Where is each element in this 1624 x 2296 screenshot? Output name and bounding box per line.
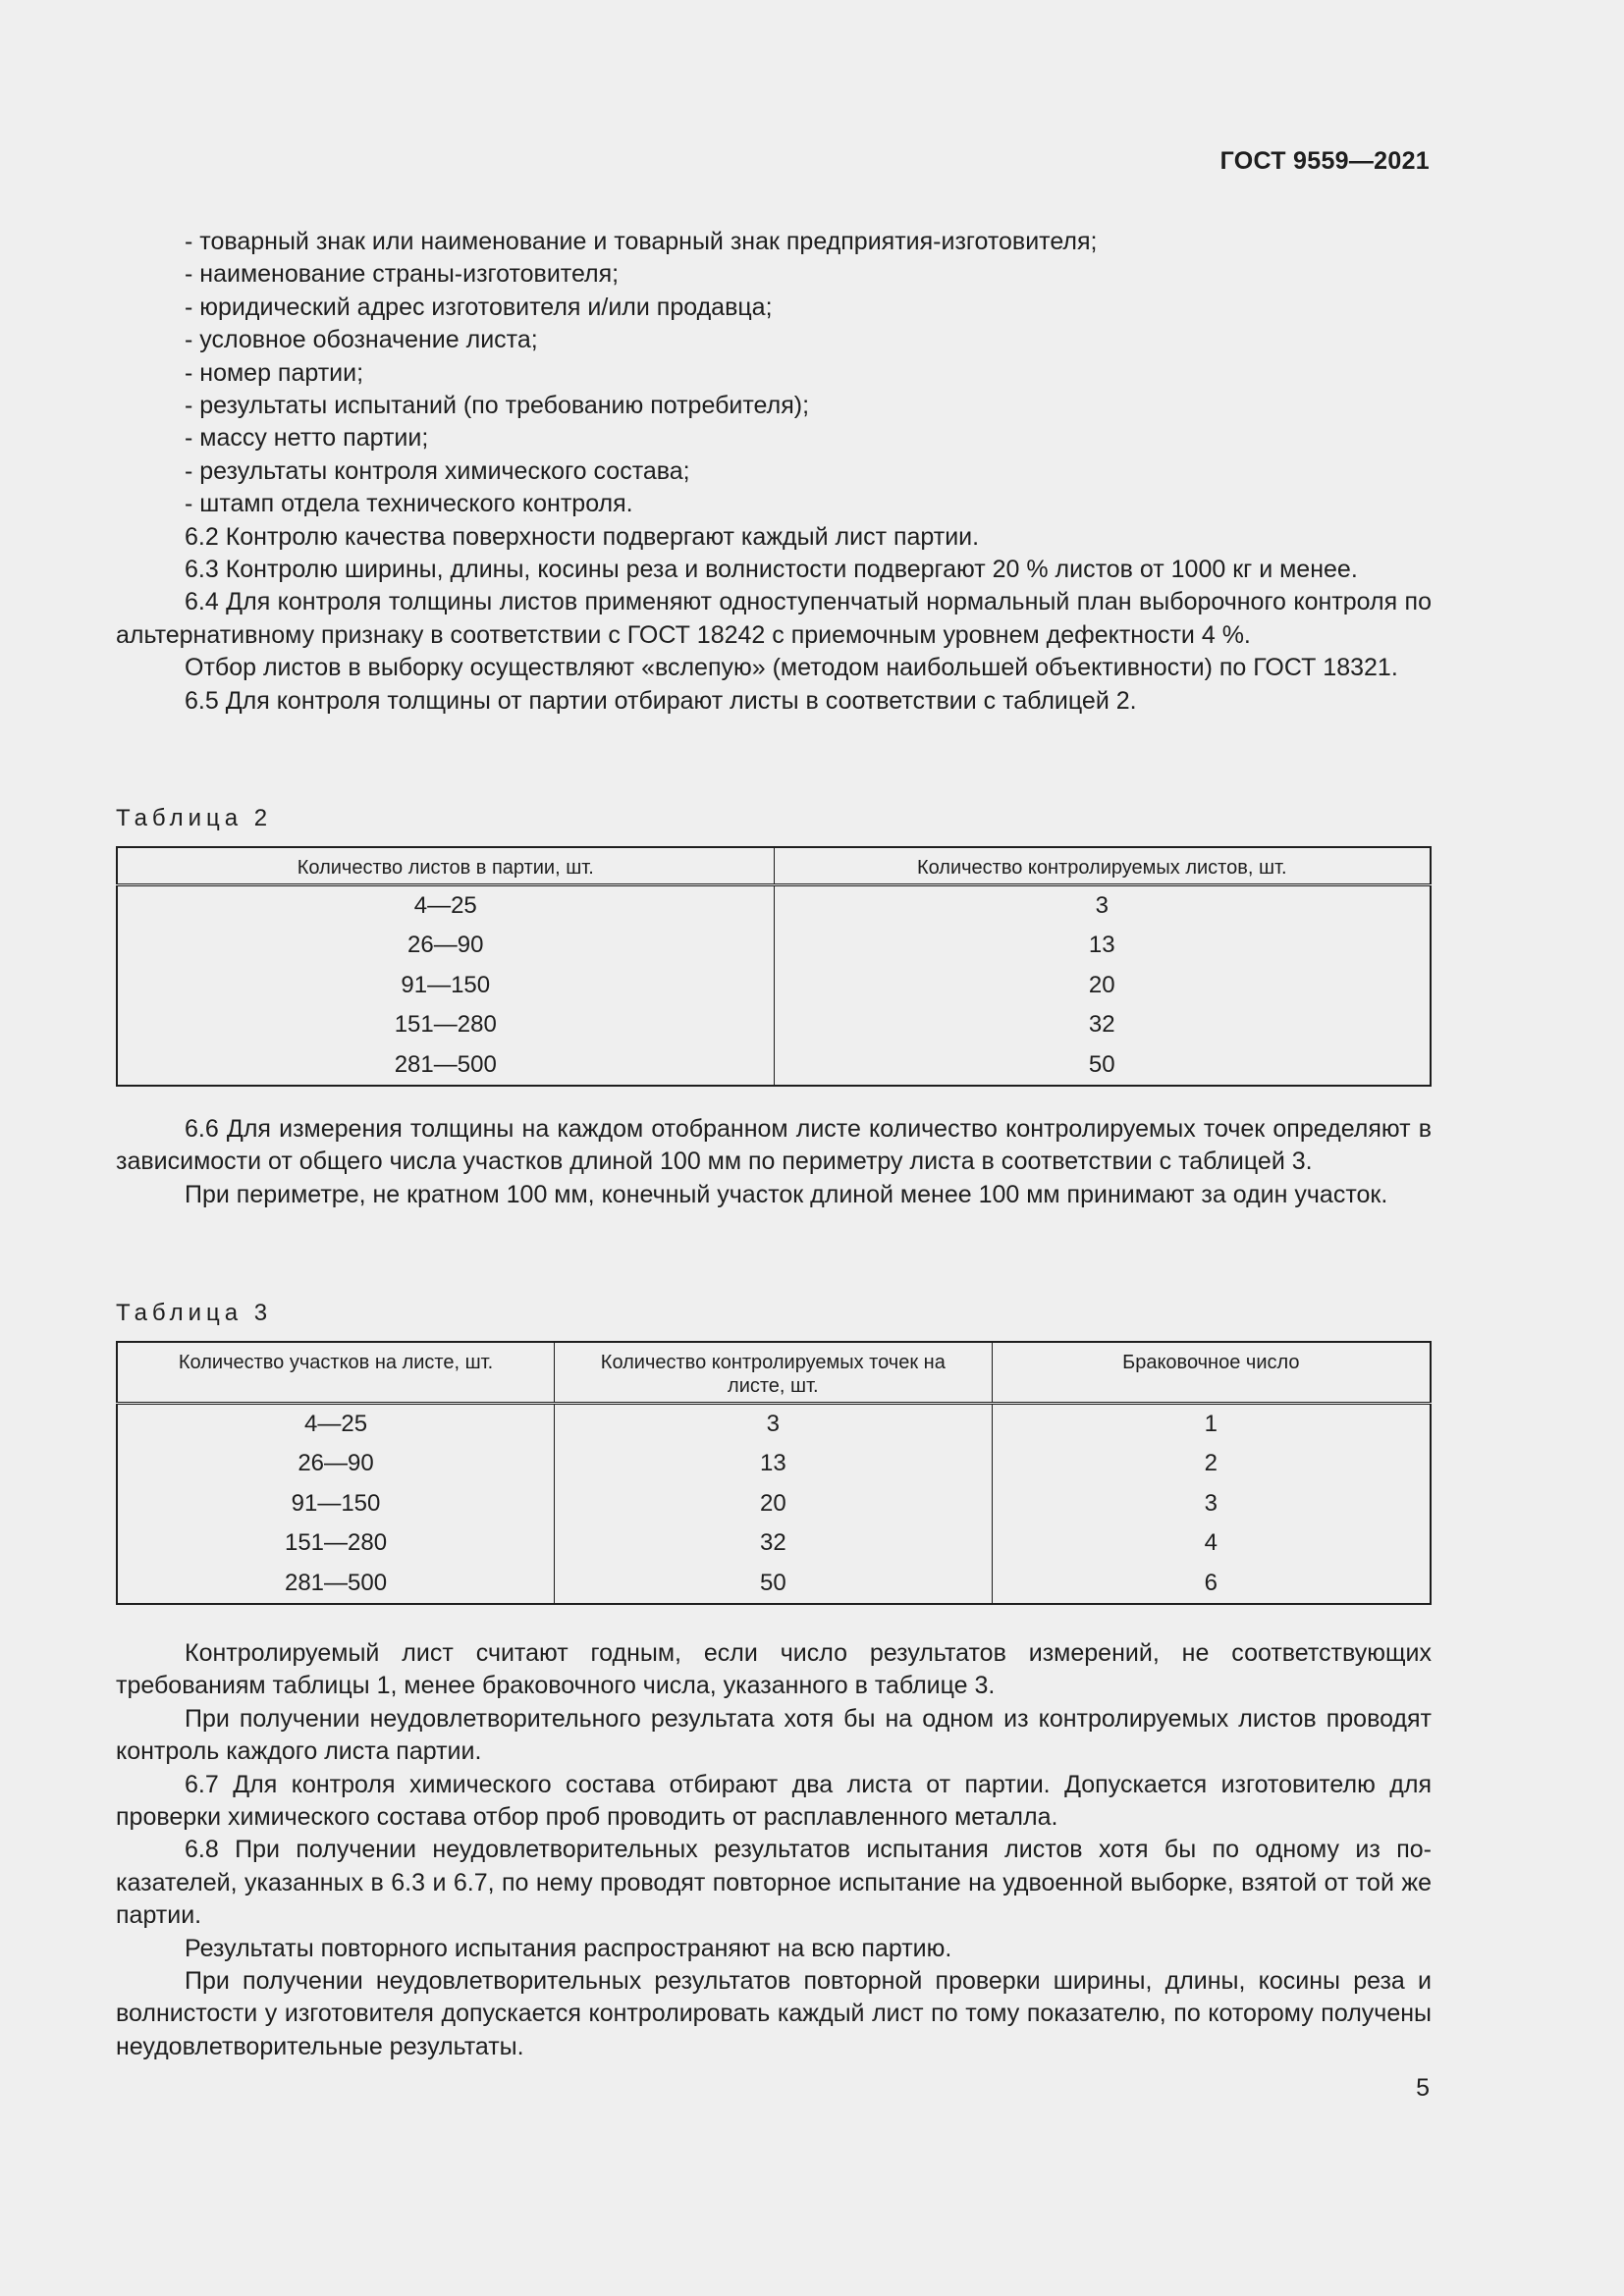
paragraph: 6.8 При получении неудовлетворительных результатов испытания листов хотя бы по одному из показателей, указанных в 6.3 и 6.7, по нему проводят повторное испытание на удвоенной выборке, взятой от той же партии. [116, 1836, 1432, 1930]
table3-caption: Таблица 3 [116, 1300, 273, 1326]
section-6-7-6-8 [116, 1637, 1432, 2063]
table-cell: 91—150 [117, 966, 774, 1006]
table-header-cell: Количество контролируемых точек на листе, шт. [555, 1342, 993, 1403]
list-item: - номер партии; [185, 358, 364, 387]
table-cell: 50 [555, 1564, 993, 1605]
table-row [117, 1403, 1431, 1444]
table-cell: 2 [992, 1444, 1431, 1484]
list-item: - наименование страны-изготовителя; [185, 260, 620, 289]
table-cell: 6 [992, 1564, 1431, 1605]
table-cell: 91—150 [117, 1484, 555, 1524]
paragraph: При получении неудовлетворительного результата хотя бы на одном из контролируемых листов проводят контроль каждого листа партии. [116, 1704, 1432, 1766]
table-cell: 32 [774, 1005, 1431, 1045]
table-row [117, 966, 1431, 1006]
paragraph: Контролируемый лист считают годным, если число результатов измерений, не соответствующих требованиям таблицы 1, менее браковочного числа, указанного в таблице 3. [116, 1639, 1432, 1700]
document-id: ГОСТ 9559—2021 [1219, 147, 1430, 175]
paragraph: 6.7 Для контроля химического состава отбирают два листа от партии. Допускается изготовителю для проверки химического состава отбор проб проводить от расплавленного металла. [116, 1770, 1432, 1832]
table-cell: 26—90 [117, 926, 774, 966]
table-row [117, 1005, 1431, 1045]
table-header-cell: Количество контролируемых листов, шт. [774, 847, 1431, 884]
list-item: - результаты испытаний (по требованию потребителя); [185, 392, 810, 420]
table-row [117, 1045, 1431, 1087]
table-cell: 281—500 [117, 1045, 774, 1087]
table2 [116, 846, 1432, 1087]
table-cell: 281—500 [117, 1564, 555, 1605]
table-cell: 151—280 [117, 1005, 774, 1045]
paragraph: 6.3 Контролю ширины, длины, косины реза и волнистости подвергают 20 % листов от 1000 кг и менее. [185, 556, 1358, 584]
list-item: - товарный знак или наименование и товарный знак предприятия-изготовителя; [185, 228, 1098, 255]
paragraph: Отбор листов в выборку осуществляют «вслепую» (методом наибольшей объективности) по ГОСТ 18321. [185, 654, 1398, 682]
table-row [117, 1444, 1431, 1484]
list-item: - штамп отдела технического контроля. [185, 490, 633, 518]
paragraph: При периметре, не кратном 100 мм, конечный участок длиной менее 100 мм принимают за один участок. [185, 1180, 1388, 1208]
table-cell: 32 [555, 1523, 993, 1564]
paragraph: При получении неудовлетворительных результатов повторной проверки ширины, длины, косины реза и волнистости у изготовителя допускается контролировать каждый лист по тому показателю, по которому получены неудовлетворительные результаты. [116, 1967, 1432, 2060]
table-row [117, 1523, 1431, 1564]
table-cell: 3 [992, 1484, 1431, 1524]
paragraph: 6.6 Для измерения толщины на каждом отобранном листе количество контролируемых точек определяют в зависимости от общего числа участков длиной 100 мм по периметру листа в соответствии с таблицей 3. [116, 1115, 1432, 1176]
table-header-cell: Количество участков на листе, шт. [117, 1342, 555, 1403]
table-row [117, 1564, 1431, 1605]
table-cell: 13 [774, 926, 1431, 966]
paragraph: 6.4 Для контроля толщины листов применяют одноступенчатый нормальный план выборочного контроля по альтернативному признаку в соответствии с ГОСТ 18242 с приемочным уровнем дефектности 4 %. [116, 588, 1432, 649]
section-6-6 [116, 1113, 1432, 1211]
table-cell: 50 [774, 1045, 1431, 1087]
table-cell: 151—280 [117, 1523, 555, 1564]
table3 [116, 1341, 1432, 1605]
table-cell: 20 [555, 1484, 993, 1524]
table-cell: 1 [992, 1403, 1431, 1444]
paragraph: Результаты повторного испытания распространяют на всю партию. [185, 1934, 952, 1962]
table-cell: 13 [555, 1444, 993, 1484]
list-item: - условное обозначение листа; [185, 326, 538, 354]
table-cell: 26—90 [117, 1444, 555, 1484]
table-cell: 4 [992, 1523, 1431, 1564]
table-row [117, 884, 1431, 926]
list-item: - юридический адрес изготовителя и/или продавца; [185, 293, 773, 321]
table-cell: 4—25 [117, 884, 774, 926]
table-cell: 3 [774, 884, 1431, 926]
table-cell: 20 [774, 966, 1431, 1006]
paragraph: 6.2 Контролю качества поверхности подвергают каждый лист партии. [185, 522, 980, 551]
table-header-cell: Количество листов в партии, шт. [117, 847, 774, 884]
table-cell: 3 [555, 1403, 993, 1444]
page-number: 5 [1416, 2074, 1430, 2102]
list-item: - массу нетто партии; [185, 424, 429, 453]
list-item: - результаты контроля химического состава; [185, 456, 690, 485]
requirements-list [116, 226, 1432, 718]
table-row [117, 926, 1431, 966]
table-header-cell: Браковочное число [992, 1342, 1431, 1403]
table2-caption: Таблица 2 [116, 805, 273, 831]
table-cell: 4—25 [117, 1403, 555, 1444]
paragraph: 6.5 Для контроля толщины от партии отбирают листы в соответствии с таблицей 2. [185, 686, 1137, 715]
table-row [117, 1484, 1431, 1524]
